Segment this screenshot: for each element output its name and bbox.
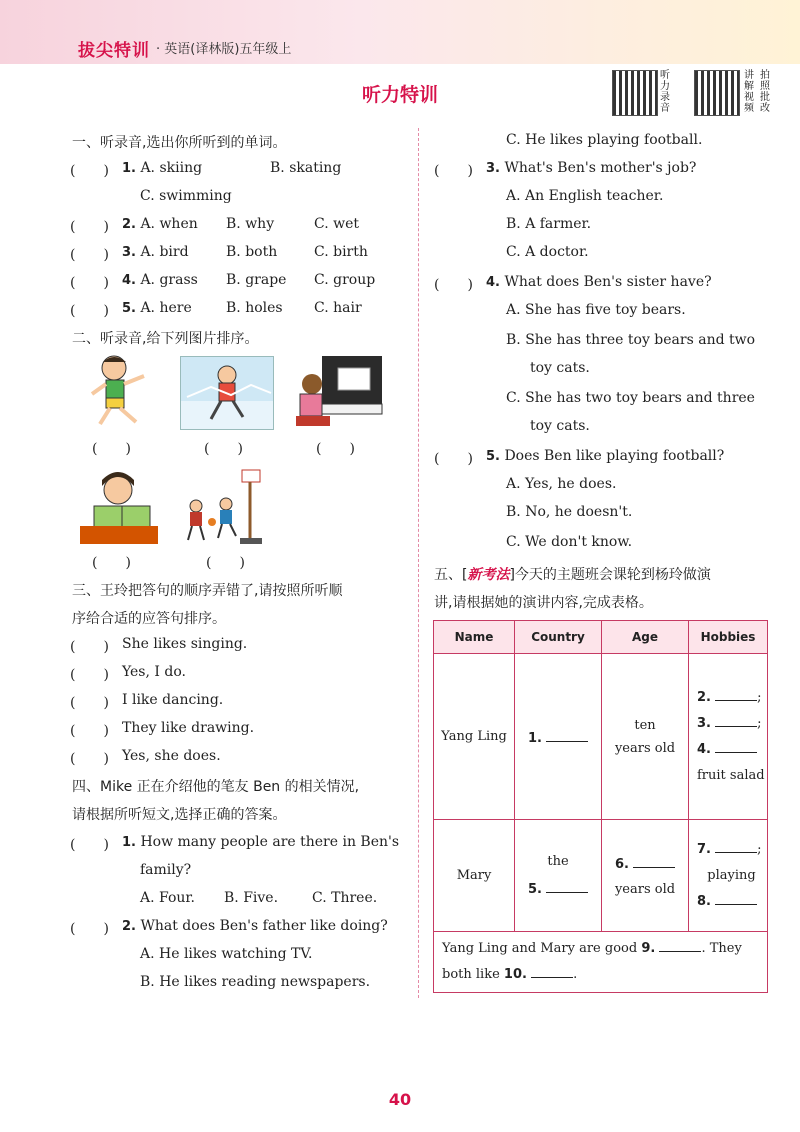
answer-paren[interactable]: ( ): [70, 667, 109, 683]
s4-q3-c: C. A doctor.: [506, 244, 589, 260]
s4-q4-b2: toy cats.: [530, 360, 590, 376]
s4-q1-line2: family?: [140, 862, 192, 878]
s1-q1: 1. A. skiing: [122, 160, 203, 176]
s4-q1: 1. How many people are there in Ben's: [122, 834, 400, 850]
s4-q3-b: B. A farmer.: [506, 216, 592, 232]
cell-country-5[interactable]: the 5.: [515, 820, 602, 932]
section3-title-line2: 序给合适的应答句排序。: [72, 611, 226, 627]
s1-q4: 4. A. grass: [122, 272, 198, 288]
piano-girl-image: [292, 354, 384, 430]
answer-paren[interactable]: ( ): [434, 451, 473, 467]
answer-paren[interactable]: ( ): [70, 695, 109, 711]
header-age: Age: [602, 621, 689, 654]
answer-paren[interactable]: ( ): [70, 247, 109, 263]
cell-age-6[interactable]: 6. years old: [602, 820, 689, 932]
s1-q2-b: B. why: [226, 216, 275, 232]
skating-girl-image: [180, 356, 274, 430]
answer-paren[interactable]: ( ): [92, 555, 131, 571]
qr-code-icon[interactable]: [612, 70, 658, 116]
answer-paren[interactable]: ( ): [316, 441, 355, 457]
s1-q5: 5. A. here: [122, 300, 192, 316]
s1-q3: 3. A. bird: [122, 244, 189, 260]
s4-q5-b: B. No, he doesn't.: [506, 504, 633, 520]
s3-item: She likes singing.: [122, 636, 248, 652]
s4-q4-b1: B. She has three toy bears and two: [506, 332, 756, 348]
cell-name-yangling: Yang Ling: [434, 654, 515, 820]
answer-paren[interactable]: ( ): [70, 837, 109, 853]
qr-code-icon[interactable]: [694, 70, 740, 116]
cell-summary[interactable]: Yang Ling and Mary are good 9. . They both like 10. .: [434, 932, 768, 993]
header-hobbies: Hobbies: [689, 621, 768, 654]
column-divider: [418, 128, 419, 998]
s4-q2: 2. What does Ben's father like doing?: [122, 918, 388, 934]
info-table: [433, 620, 768, 993]
s4-q4: 4. What does Ben's sister have?: [486, 274, 712, 290]
answer-paren[interactable]: ( ): [70, 275, 109, 291]
s4-q4-a: A. She has five toy bears.: [506, 302, 686, 318]
answer-paren[interactable]: ( ): [434, 277, 473, 293]
s4-q2-a: A. He likes watching TV.: [140, 946, 313, 962]
s1-q3-b: B. both: [226, 244, 278, 260]
s1-q5-b: B. holes: [226, 300, 283, 316]
s4-q2-b: B. He likes reading newspapers.: [140, 974, 371, 990]
section5-title-line1: 五、[新考法]今天的主题班会课轮到杨玲做演: [434, 567, 711, 583]
s3-item: Yes, she does.: [122, 748, 221, 764]
s4-q5-c: C. We don't know.: [506, 534, 633, 550]
s1-q2: 2. A. when: [122, 216, 198, 232]
section1-title: 一、听录音,选出你所听到的单词。: [72, 135, 287, 151]
s1-q4-c: C. group: [314, 272, 376, 288]
answer-paren[interactable]: ( ): [70, 219, 109, 235]
cell-country-1[interactable]: 1.: [515, 654, 602, 820]
qr-label-grading: 拍照批改: [760, 70, 770, 114]
s4-q4-c2: toy cats.: [530, 418, 590, 434]
answer-paren[interactable]: ( ): [434, 163, 473, 179]
s1-q1-b: B. skating: [270, 160, 342, 176]
answer-paren[interactable]: ( ): [70, 163, 109, 179]
section4-title-line1: 四、Mike 正在介绍他的笔友 Ben 的相关情况,: [72, 779, 360, 795]
s3-item: They like drawing.: [122, 720, 255, 736]
s4-q5: 5. Does Ben like playing football?: [486, 448, 725, 464]
section5-title-line2: 讲,请根据她的演讲内容,完成表格。: [434, 595, 653, 611]
cell-age-yangling: ten years old: [602, 654, 689, 820]
answer-paren[interactable]: ( ): [70, 751, 109, 767]
s4-q3-a: A. An English teacher.: [506, 188, 664, 204]
s4-q1-a: A. Four.: [140, 890, 196, 906]
s4-q4-c1: C. She has two toy bears and three: [506, 390, 755, 406]
header-name: Name: [434, 621, 515, 654]
cell-hobbies-mary[interactable]: 7. ; playing 8.: [689, 820, 768, 932]
answer-paren[interactable]: ( ): [70, 303, 109, 319]
answer-paren[interactable]: ( ): [92, 441, 131, 457]
section3-title-line1: 三、王玲把答句的顺序弄错了,请按照所听顺: [72, 583, 343, 599]
book-subtitle: · 英语(译林版)五年级上: [156, 42, 292, 57]
s4-q3: 3. What's Ben's mother's job?: [486, 160, 697, 176]
page-number: 40: [388, 1090, 412, 1109]
qr-label-audio: 听力录音: [660, 70, 670, 114]
qr-label-video: 讲解视频: [744, 70, 754, 114]
s4-q1-c: C. Three.: [312, 890, 378, 906]
answer-paren[interactable]: ( ): [70, 639, 109, 655]
s1-q4-b: B. grape: [226, 272, 287, 288]
answer-paren[interactable]: ( ): [70, 723, 109, 739]
answer-paren[interactable]: ( ): [204, 441, 243, 457]
s1-q2-c: C. wet: [314, 216, 360, 232]
cell-hobbies-yangling[interactable]: 2. ; 3. ; 4. fruit salad: [689, 654, 768, 820]
s4-q5-a: A. Yes, he does.: [506, 476, 617, 492]
running-boy-image: [86, 352, 152, 428]
section2-title: 二、听录音,给下列图片排序。: [72, 331, 259, 347]
answer-paren[interactable]: ( ): [206, 555, 245, 571]
page-title: 听力特训: [361, 84, 438, 106]
section4-title-line2: 请根据所听短文,选择正确的答案。: [72, 807, 287, 823]
s3-item: I like dancing.: [122, 692, 224, 708]
boys-playing-basketball-image: [184, 466, 270, 546]
s1-q5-c: C. hair: [314, 300, 362, 316]
header-country: Country: [515, 621, 602, 654]
reading-girl-image: [80, 466, 158, 546]
brand-logo: 拔尖特训: [78, 41, 150, 61]
s4-q1-b: B. Five.: [224, 890, 279, 906]
s3-item: Yes, I do.: [122, 664, 186, 680]
s1-q3-c: C. birth: [314, 244, 368, 260]
answer-paren[interactable]: ( ): [70, 921, 109, 937]
cell-name-mary: Mary: [434, 820, 515, 932]
s4-q2-c: C. He likes playing football.: [506, 132, 703, 148]
s1-q1-c: C. swimming: [140, 188, 232, 204]
